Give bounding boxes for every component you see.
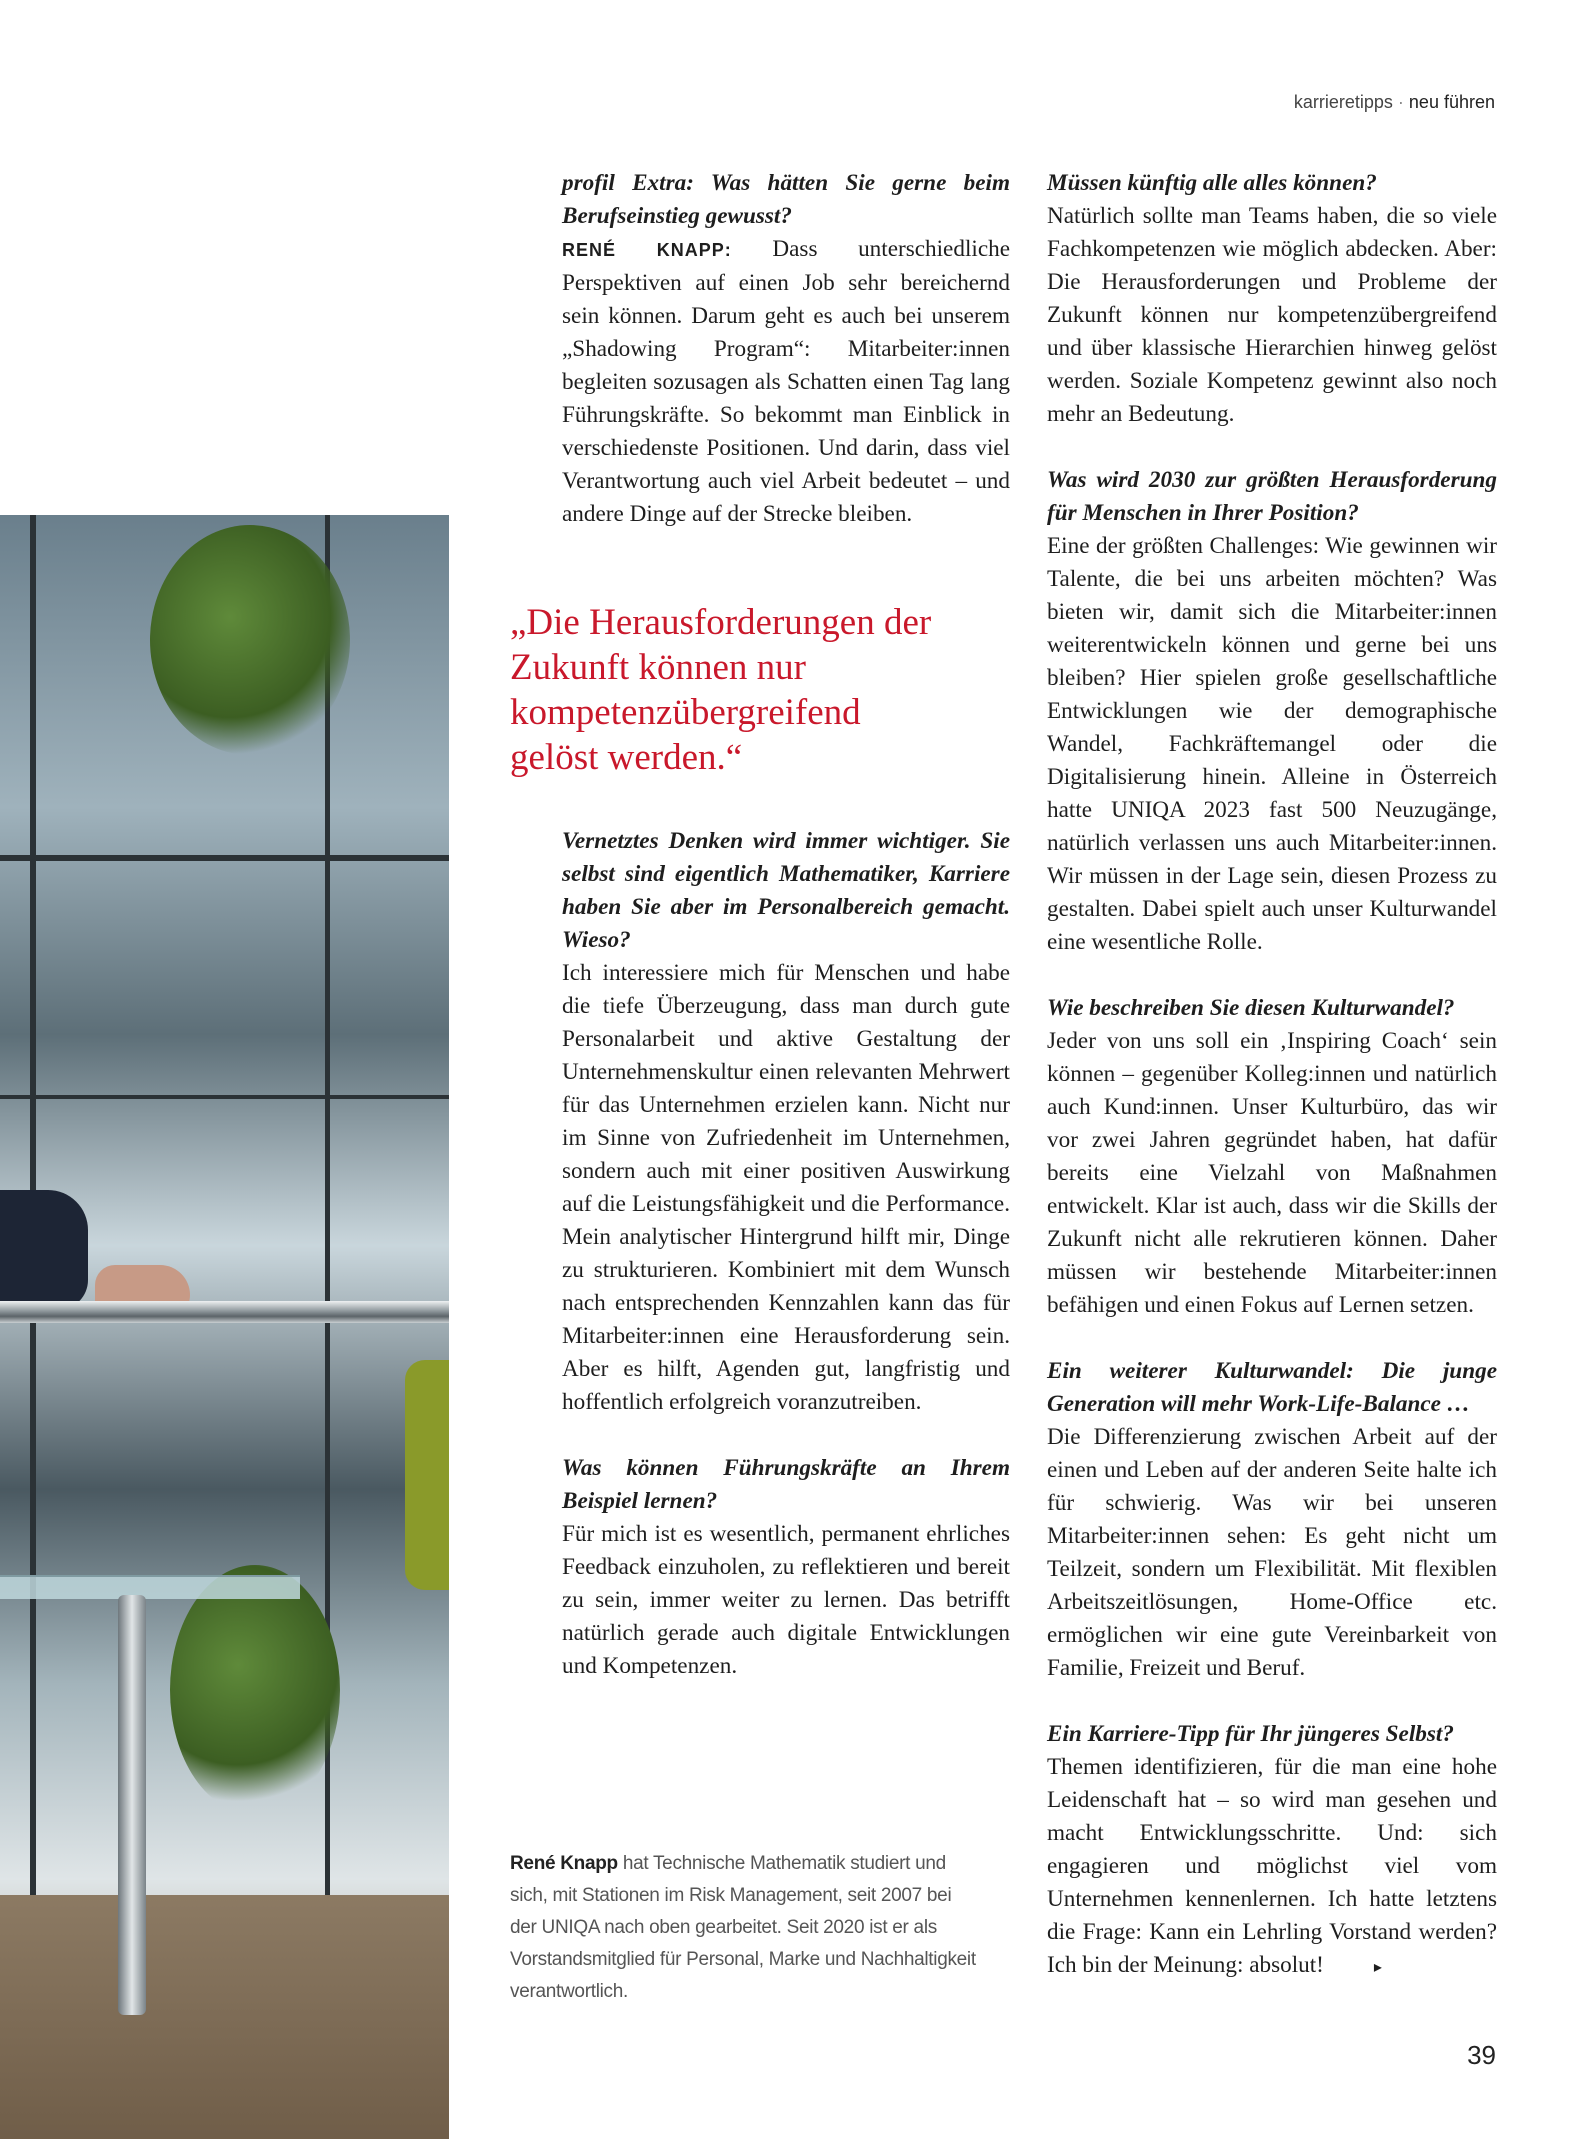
- answer-r3: Jeder von uns soll ein ‚Inspiring Coach‘ sein können – gegenüber Kolleg:innen und natürlich auch Kund:innen. Unser Kulturbüro, das wir vor zwei Jahren gegründet haben, hat dafür bereits eine Vielzahl von Maßnahmen entwickelt. Klar ist auch, dass wir die Skills der Zukunft nicht alle rekrutieren können. Daher müssen wir bestehende Mitarbeiter:innen befähigen und einen Fokus auf Lernen setzen.: [1047, 1028, 1497, 1318]
- answer-r2: Eine der größten Challenges: Wie gewinnen wir Talente, die bei uns arbeiten möchten? Was bieten wir, damit sich die Mitarbeiter:innen weiterentwickeln können und gerne bei uns bleiben? Hier spielen große gesellschaftliche Entwicklungen wie der demographische Wandel, Fachkräftemangel oder die Digitalisierung hinein. Alleine in Österreich hatte UNIQA 2023 fast 500 Neuzugänge, natürlich verlassen uns auch Mitarbeiter:innen. Wir müssen in der Lage sein, diesen Prozess zu gestalten. Dabei spielt auch unser Kulturwandel eine wesentliche Rolle.: [1047, 533, 1497, 955]
- caption-text: hat Technische Mathematik studiert und sich, mit Stationen im Risk Management, seit 2007 bei der UNIQA nach oben gearbeitet. Seit 2020 ist er als Vorstandsmitglied für Personal, Marke und Nachhaltigkeit verantwortlich.: [510, 1853, 976, 2002]
- question-r4: Ein weiterer Kulturwandel: Die junge Generation will mehr Work-Life-Balance …: [1047, 1358, 1497, 1417]
- answer-2: Ich interessiere mich für Menschen und habe die tiefe Überzeugung, dass man durch gute Personalarbeit und aktive Gestaltung der Unternehmenskultur einen relevanten Mehrwert für das Unternehmen erzielen kann. Nicht nur im Sinne von Zufriedenheit im Unternehmen, sondern auch mit einer positiven Auswirkung auf die Leistungsfähigkeit und die Performance. Mein analytischer Hintergrund hilft mir, Dinge zu strukturieren. Kombiniert mit dem Wunsch nach entsprechenden Kennzahlen kann das für Mitarbeiter:innen eine Herausforderung sein. Aber es hilft, Agenden gut, langfristig und hoffentlich erfolgreich voranzutreiben.: [562, 960, 1010, 1415]
- answer-r1: Natürlich sollte man Teams haben, die so viele Fachkompetenzen wie möglich abdecken. Aber: Die Herausforderungen und Probleme der Zukunft können nur kompetenzübergreifend und über klassische Hierarchien hinweg gelöst werden. Soziale Kompetenz gewinnt also noch mehr an Bedeutung.: [1047, 203, 1497, 427]
- portrait-photo: [0, 515, 449, 2139]
- question-r2: Was wird 2030 zur größten Herausforderung für Menschen in Ihrer Position?: [1047, 467, 1497, 526]
- question-r1: Müssen künftig alle alles können?: [1047, 170, 1377, 196]
- answer-1: Dass unterschiedliche Perspektiven auf einen Job sehr bereichernd sein können. Darum geht es auch bei unserem „Shadowing Program“: Mitarbeiter:innen begleiten sozusagen als Schatten einen Tag lang Führungskräfte. So bekommt man Einblick in verschiedenste Positionen. Und darin, dass viel Verantwortung auch viel Arbeit bedeutet – und andere Dinge auf der Strecke bleiben.: [562, 236, 1011, 527]
- left-column-lower: [562, 825, 1010, 1683]
- pull-quote: „Die Herausforderungen der Zukunft können nur kompetenzübergreifend gelöst werden.“: [510, 602, 932, 778]
- question-3: Was können Führungskräfte an Ihrem Beispiel lernen?: [562, 1455, 1010, 1514]
- left-column: [562, 167, 1010, 531]
- question-r3: Wie beschreiben Sie diesen Kulturwandel?: [1047, 995, 1455, 1021]
- question-2: Vernetztes Denken wird immer wichtiger. Sie selbst sind eigentlich Mathematiker, Karriere haben Sie aber im Personalbereich gemacht. Wieso?: [562, 828, 1010, 953]
- header-section: karrieretipps: [1293, 92, 1393, 112]
- answer-r5: Themen identifizieren, für die man eine hohe Leidenschaft hat – so wird man gesehen und macht Entwicklungsschritte. Und: sich engagieren und möglichst viel vom Unternehmen kennenlernen. Ich hatte letztens die Frage: Kann ein Lehrling Vorstand werden? Ich bin der Meinung: absolut!: [1047, 1754, 1497, 1978]
- photo-caption: [510, 1848, 980, 2008]
- answer-3: Für mich ist es wesentlich, permanent ehrliches Feedback einzuholen, zu reflektieren und bereit zu sein, immer weiter zu lernen. Das betrifft natürlich gerade auch digitale Entwicklungen und Kompetenzen.: [562, 1521, 1010, 1679]
- speaker-name: RENÉ KNAPP:: [562, 240, 732, 260]
- answer-r4: Die Differenzierung zwischen Arbeit auf der einen und Leben auf der anderen Seite halte ich für schwierig. Was wir bei unseren Mitarbeiter:innen sehen: Es geht nicht um Teilzeit, sondern um Flexibilität. Mit flexiblen Arbeitszeitlösungen, Home-Office etc. ermöglichen wir eine gute Vereinbarkeit von Familie, Freizeit und Beruf.: [1047, 1424, 1497, 1681]
- header-separator: ·: [1397, 92, 1404, 112]
- header-subsection: neu führen: [1408, 92, 1495, 112]
- page-number: 39: [1467, 2040, 1496, 2070]
- question-r5: Ein Karriere-Tipp für Ihr jüngeres Selbst?: [1047, 1721, 1454, 1747]
- caption-name: René Knapp: [510, 1853, 618, 1874]
- continue-arrow-icon: ▸: [1373, 1959, 1382, 1976]
- running-header: [1294, 92, 1495, 113]
- right-column: [1047, 167, 1497, 1984]
- question-1: profil Extra: Was hätten Sie gerne beim Berufseinstieg gewusst?: [562, 170, 1010, 229]
